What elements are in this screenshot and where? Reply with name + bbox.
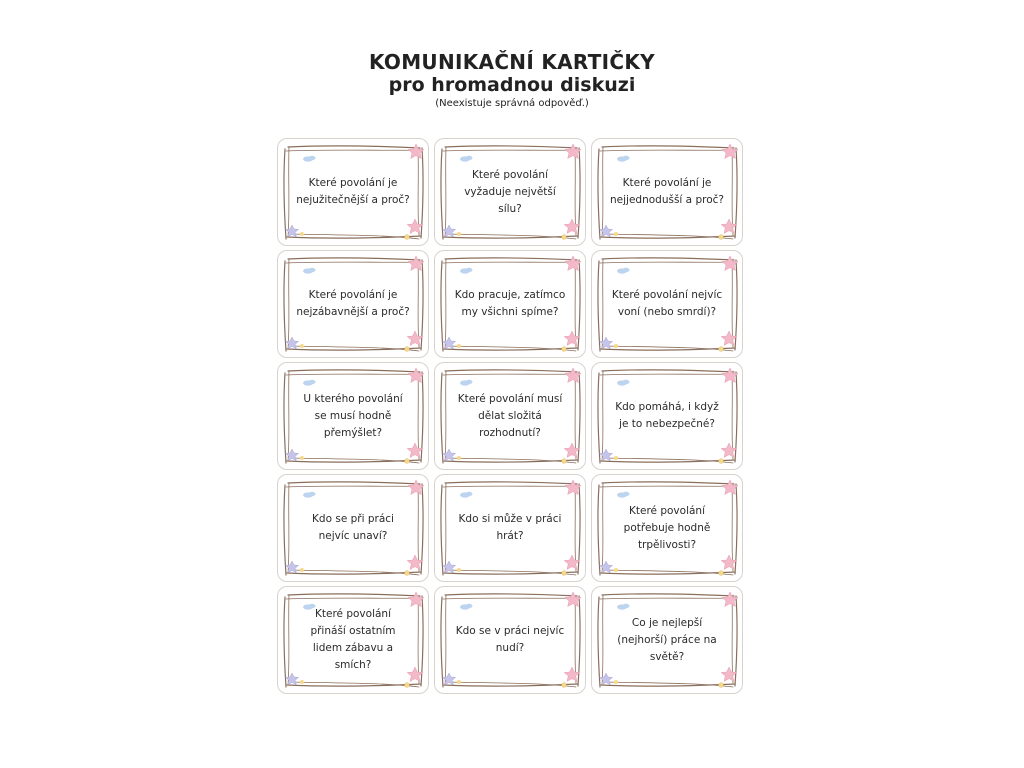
dot-icon bbox=[457, 568, 461, 572]
card-question: U kterého povolání se musí hodně přemýšlet? bbox=[303, 392, 403, 439]
star-icon bbox=[408, 256, 424, 271]
star-icon bbox=[408, 144, 424, 159]
discussion-card bbox=[277, 474, 429, 582]
card-question: Co je nejlepší (nejhorší) práce na světě? bbox=[617, 616, 717, 663]
dot-icon bbox=[300, 456, 304, 460]
card-question: Kdo se při práci nejvíc unaví? bbox=[312, 513, 394, 542]
card-question: Které povolání je nejužitečnější a proč? bbox=[296, 177, 410, 206]
dot-icon bbox=[300, 232, 304, 236]
dot-icon bbox=[614, 344, 618, 348]
dot-icon bbox=[405, 235, 410, 240]
dot-icon bbox=[562, 683, 567, 688]
dot-icon bbox=[405, 459, 410, 464]
discussion-card bbox=[434, 138, 586, 246]
discussion-card bbox=[434, 362, 586, 470]
discussion-card bbox=[591, 362, 743, 470]
star-icon bbox=[722, 480, 738, 495]
page-title: KOMUNIKAČNÍ KARTIČKY bbox=[369, 50, 655, 74]
discussion-card bbox=[434, 474, 586, 582]
star-icon bbox=[722, 144, 738, 159]
dot-icon bbox=[300, 344, 304, 348]
star-icon bbox=[565, 256, 581, 271]
discussion-card bbox=[434, 586, 586, 694]
dot-icon bbox=[562, 235, 567, 240]
card-question: Které povolání vyžaduje největší sílu? bbox=[464, 168, 556, 215]
card-question: Které povolání je nejjednodušší a proč? bbox=[610, 177, 724, 206]
discussion-card bbox=[434, 250, 586, 358]
discussion-card bbox=[277, 138, 429, 246]
page-subtitle: pro hromadnou diskuzi bbox=[388, 74, 636, 96]
discussion-card bbox=[277, 362, 429, 470]
dot-icon bbox=[562, 571, 567, 576]
card-question: Kdo pomáhá, i když je to nebezpečné? bbox=[615, 401, 719, 430]
dot-icon bbox=[614, 456, 618, 460]
dot-icon bbox=[457, 232, 461, 236]
card-question: Které povolání je nejzábavnější a proč? bbox=[296, 289, 410, 318]
discussion-card bbox=[591, 250, 743, 358]
dot-icon bbox=[405, 347, 410, 352]
card-question: Které povolání nejvíc voní (nebo smrdí)? bbox=[611, 289, 723, 318]
star-icon bbox=[565, 592, 581, 607]
star-icon bbox=[408, 368, 424, 383]
dot-icon bbox=[719, 347, 724, 352]
dot-icon bbox=[457, 456, 461, 460]
dot-icon bbox=[719, 235, 724, 240]
discussion-card bbox=[591, 586, 743, 694]
star-icon bbox=[722, 592, 738, 607]
dot-icon bbox=[562, 347, 567, 352]
card-question: Které povolání přináší ostatním lidem zábavu a smích? bbox=[310, 608, 396, 671]
star-icon bbox=[408, 592, 424, 607]
dot-icon bbox=[614, 680, 618, 684]
dot-icon bbox=[614, 568, 618, 572]
card-question: Které povolání musí dělat složitá rozhodnutí? bbox=[457, 392, 563, 439]
star-icon bbox=[565, 368, 581, 383]
card-question: Kdo pracuje, zatímco my všichni spíme? bbox=[454, 289, 566, 318]
discussion-card bbox=[591, 474, 743, 582]
dot-icon bbox=[300, 680, 304, 684]
star-icon bbox=[565, 480, 581, 495]
dot-icon bbox=[457, 344, 461, 348]
card-question: Které povolání potřebuje hodně trpělivosti? bbox=[623, 504, 711, 551]
dot-icon bbox=[405, 571, 410, 576]
star-icon bbox=[565, 144, 581, 159]
worksheet-header bbox=[0, 50, 1024, 111]
discussion-card bbox=[591, 138, 743, 246]
dot-icon bbox=[614, 232, 618, 236]
dot-icon bbox=[719, 571, 724, 576]
star-icon bbox=[722, 256, 738, 271]
dot-icon bbox=[719, 459, 724, 464]
card-grid bbox=[277, 138, 743, 694]
dot-icon bbox=[562, 459, 567, 464]
star-icon bbox=[408, 480, 424, 495]
discussion-card bbox=[277, 250, 429, 358]
card-question: Kdo se v práci nejvíc nudí? bbox=[455, 625, 565, 654]
discussion-card bbox=[277, 586, 429, 694]
page-note: (Neexistuje správná odpověď.) bbox=[435, 98, 589, 109]
card-question: Kdo si může v práci hrát? bbox=[458, 513, 562, 542]
dot-icon bbox=[405, 683, 410, 688]
dot-icon bbox=[719, 683, 724, 688]
dot-icon bbox=[300, 568, 304, 572]
dot-icon bbox=[457, 680, 461, 684]
star-icon bbox=[722, 368, 738, 383]
